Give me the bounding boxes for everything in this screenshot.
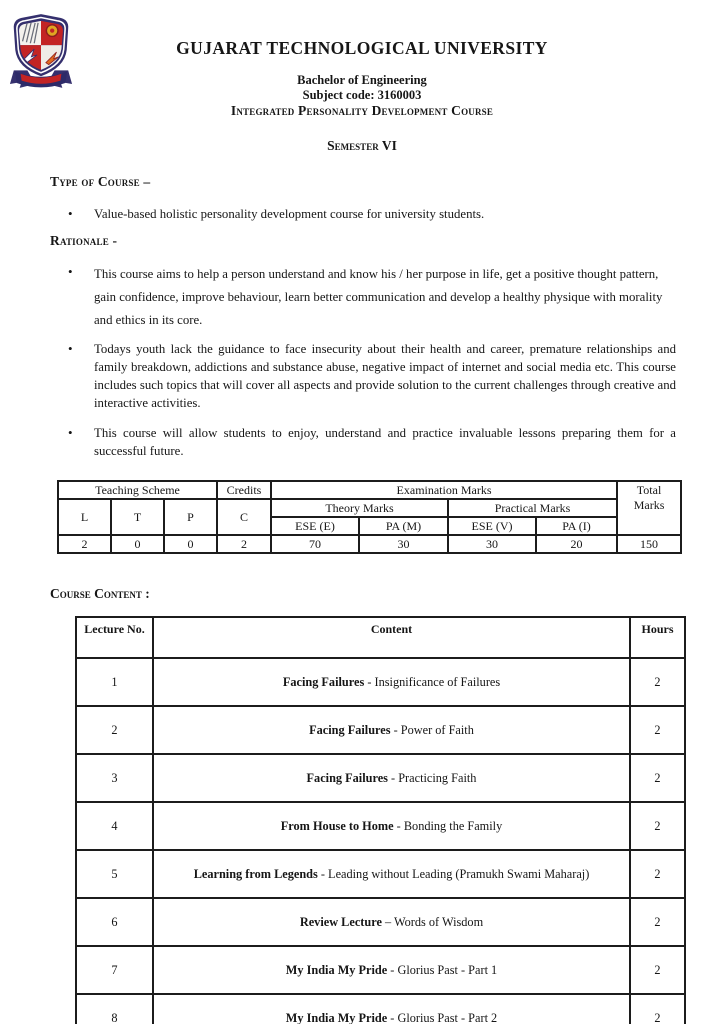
- col-header-content: Content: [153, 617, 630, 658]
- col-header-hours: Hours: [630, 617, 685, 658]
- gtu-crest-logo: [8, 12, 74, 90]
- scheme-header-theory: Theory Marks: [271, 499, 448, 517]
- scheme-header-total: Total Marks: [617, 481, 681, 535]
- scheme-col-ese-v: ESE (V): [448, 517, 536, 535]
- bullet-text: Todays youth lack the guidance to face insecurity about their health and career, premature relationships and family breakdown, addictions and substance abuse, negative impact of internet and social media etc. This course includes such topics that will cover all aspects and provide solution to the current challenges through creative and interactive activities.: [94, 342, 676, 410]
- subject-code-line: Subject code: 3160003: [302, 88, 422, 102]
- lecture-no-cell: 3: [76, 754, 153, 802]
- table-row: [58, 535, 681, 553]
- content-cell: [153, 658, 630, 706]
- semester-line: Semester VI: [327, 138, 397, 153]
- scheme-header-credits: Credits: [217, 481, 271, 499]
- content-cell: [153, 802, 630, 850]
- lecture-no-cell: 7: [76, 946, 153, 994]
- content-cell: [153, 706, 630, 754]
- content-cell: [153, 898, 630, 946]
- lecture-subtitle: - Leading without Leading (Pramukh Swami Maharaj): [320, 866, 590, 881]
- content-cell: [153, 994, 630, 1024]
- scheme-value-ese-v: 30: [448, 535, 536, 553]
- bullet-marker: [68, 340, 94, 412]
- course-content-heading: Course Content :: [50, 586, 150, 601]
- content-cell: [153, 754, 630, 802]
- scheme-value-p: 0: [164, 535, 217, 553]
- table-header-row: [76, 617, 685, 658]
- header-sub-block: [0, 73, 724, 118]
- hours-cell: 2: [630, 802, 685, 850]
- scheme-header-exam: Examination Marks: [271, 481, 617, 499]
- lecture-topic: Facing Failures: [309, 722, 391, 737]
- scheme-col-C: C: [217, 499, 271, 535]
- hours-cell: 2: [630, 946, 685, 994]
- table-row: [58, 481, 681, 499]
- lecture-topic: Facing Failures: [306, 770, 388, 785]
- lecture-topic: From House to Home: [280, 818, 394, 833]
- type-of-course-bullet: [68, 205, 676, 223]
- emblem-center: [50, 28, 54, 32]
- lecture-no-cell: 1: [76, 658, 153, 706]
- table-row: [76, 898, 685, 946]
- scheme-col-pa-m: PA (M): [359, 517, 448, 535]
- course-name-line: Integrated Personality Development Course: [230, 103, 494, 118]
- lecture-topic: My India My Pride: [285, 962, 388, 977]
- hours-cell: 2: [630, 850, 685, 898]
- lecture-topic: Facing Failures: [282, 674, 365, 689]
- lecture-no-cell: 8: [76, 994, 153, 1024]
- table-row: [76, 802, 685, 850]
- hours-cell: 2: [630, 898, 685, 946]
- university-title: GUJARAT TECHNOLOGICAL UNIVERSITY: [176, 38, 548, 58]
- degree-line: Bachelor of Engineering: [297, 73, 427, 87]
- col-header-lecture-no: Lecture No.: [76, 617, 153, 658]
- lecture-subtitle: - Practicing Faith: [391, 770, 477, 785]
- hours-cell: 2: [630, 658, 685, 706]
- lecture-subtitle: - Bonding the Family: [396, 818, 503, 833]
- scheme-value-l: 2: [58, 535, 111, 553]
- table-row: [76, 946, 685, 994]
- scheme-table: [57, 480, 682, 554]
- scheme-value-total: 150: [617, 535, 681, 553]
- rationale-bullet-2: [68, 340, 676, 412]
- scheme-col-ese-e: ESE (E): [271, 517, 359, 535]
- rationale-bullet-1: [68, 263, 676, 332]
- bullet-marker: [68, 424, 94, 460]
- lecture-subtitle: - Glorius Past - Part 1: [390, 962, 498, 977]
- table-row: [76, 850, 685, 898]
- scheme-value-ese-e: 70: [271, 535, 359, 553]
- lecture-topic: My India My Pride: [285, 1010, 388, 1024]
- table-row: [76, 754, 685, 802]
- hours-cell: 2: [630, 994, 685, 1024]
- bullet-marker: [68, 205, 94, 223]
- bullet-text: This course will allow students to enjoy, understand and practice invaluable lessons preparing them for a successful future.: [94, 426, 676, 458]
- section-heading-type-of-course: Type of Course –: [50, 174, 151, 189]
- bullet-text: Value-based holistic personality development course for university students.: [94, 207, 485, 221]
- scheme-value-c: 2: [217, 535, 271, 553]
- scheme-header-practical: Practical Marks: [448, 499, 617, 517]
- lecture-topic: Learning from Legends: [193, 866, 318, 881]
- scheme-value-pa-i: 20: [536, 535, 617, 553]
- table-row: [76, 994, 685, 1024]
- rationale-bullet-3: [68, 424, 676, 460]
- document-header: [0, 0, 724, 154]
- lecture-subtitle: - Glorius Past - Part 2: [390, 1010, 498, 1024]
- lecture-no-cell: 2: [76, 706, 153, 754]
- lecture-topic: Review Lecture: [299, 914, 382, 929]
- scheme-header-teaching: Teaching Scheme: [58, 481, 217, 499]
- bullet-marker: [68, 263, 94, 332]
- section-heading-rationale: Rationale -: [50, 233, 118, 248]
- content-cell: [153, 850, 630, 898]
- table-row: [76, 706, 685, 754]
- scheme-col-pa-i: PA (I): [536, 517, 617, 535]
- lecture-subtitle: - Insignificance of Failures: [367, 674, 501, 689]
- scheme-value-pa-m: 30: [359, 535, 448, 553]
- scheme-col-L: L: [58, 499, 111, 535]
- lecture-no-cell: 5: [76, 850, 153, 898]
- table-row: [58, 499, 681, 517]
- scheme-value-t: 0: [111, 535, 164, 553]
- lecture-no-cell: 4: [76, 802, 153, 850]
- bullet-text: This course aims to help a person understand and know his / her purpose in life, get a positive thought pattern, gain confidence, improve behaviour, learn better communication and develop a healthy physique with morality and ethics in its core.: [94, 267, 663, 327]
- lecture-subtitle: - Power of Faith: [393, 722, 474, 737]
- content-cell: [153, 946, 630, 994]
- hours-cell: 2: [630, 706, 685, 754]
- scheme-col-T: T: [111, 499, 164, 535]
- table-row: [76, 658, 685, 706]
- lecture-no-cell: 6: [76, 898, 153, 946]
- lecture-subtitle: – Words of Wisdom: [384, 914, 484, 929]
- scheme-col-P: P: [164, 499, 217, 535]
- course-content-table: [75, 616, 686, 1024]
- hours-cell: 2: [630, 754, 685, 802]
